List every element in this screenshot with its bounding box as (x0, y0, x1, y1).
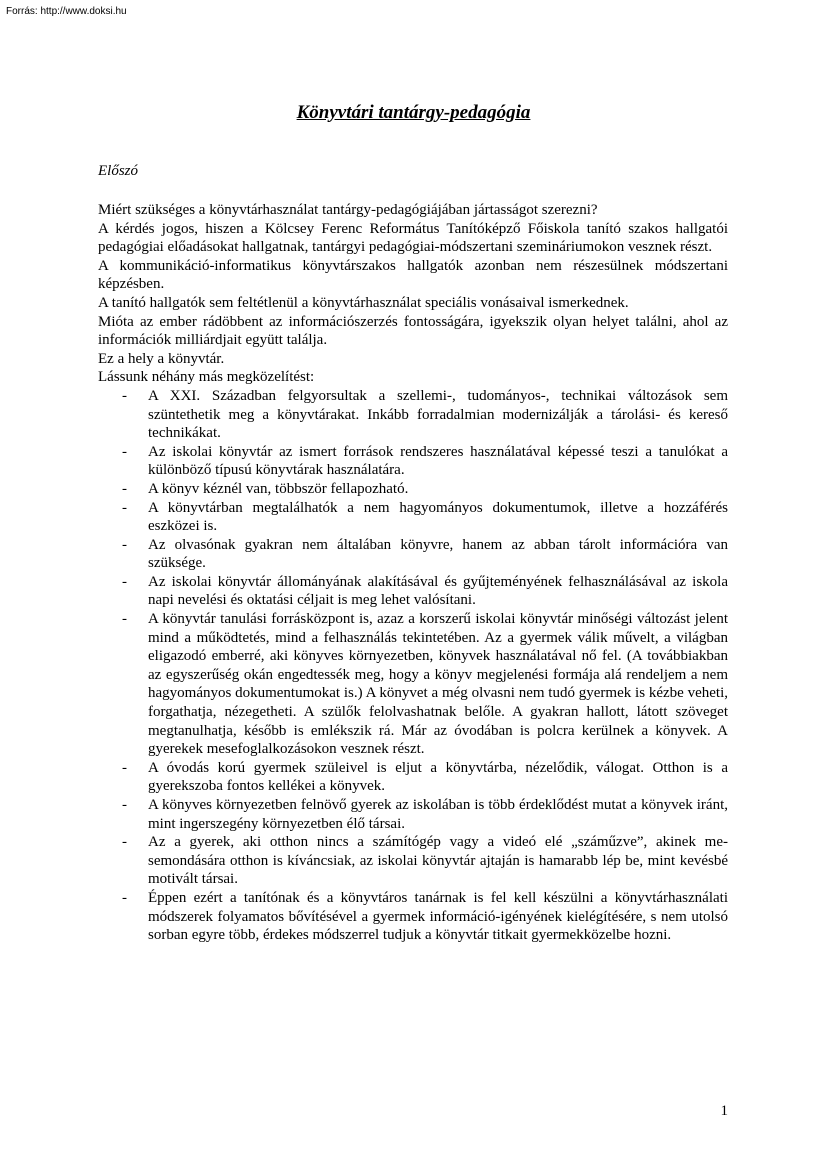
paragraph: Mióta az ember rádöbbent az információszerzés fontosságára, igyekszik olyan helyet találni, ahol az információk milliárdjait együtt találja. (98, 313, 728, 349)
dash-icon: - (122, 536, 127, 553)
dash-icon: - (122, 834, 127, 851)
dash-icon: - (122, 573, 127, 590)
page-number: 1 (720, 1103, 728, 1119)
list-item-text: Az iskolai könyvtár állományának alakításával és gyűjteményének felhasználásával az iskola napi nevelési és oktatási céljait is meg lehet valósítani. (148, 573, 728, 609)
list-item (98, 889, 728, 945)
list-item-text: Az a gyerek, aki otthon nincs a számítógép vagy a videó elé „száműzve”, akinek mesemondására otthon is kíváncsiak, az iskolai könyvtár ajtaján is hamarabb lép be, mint kevésbé motivált társai. (148, 834, 728, 888)
list-item (98, 796, 728, 833)
list-item (98, 536, 728, 573)
body-text (98, 201, 728, 945)
list-item (98, 499, 728, 536)
paragraph: A kommunikáció-informatikus könyvtárszakos hallgatók azonban nem részesülnek módszertani képzésben. (98, 257, 728, 293)
list-item (98, 443, 728, 480)
paragraph: A tanító hallgatók sem feltétlenül a könyvtárhasználat speciális vonásaival ismerkednek. (98, 294, 629, 311)
list-item-text: A könyvtárban megtalálhatók a nem hagyományos dokumentumok, illetve a hozzáférés eszközei is. (148, 499, 728, 535)
dash-icon: - (122, 611, 127, 628)
paragraph: Ez a hely a könyvtár. (98, 350, 225, 367)
dash-icon: - (122, 480, 127, 497)
list-item-text: A XXI. Században felgyorsultak a szellemi-, tudományos-, technikai változások sem szüntethetik meg a könyvtárakat. Inkább forradalmian modernizálják a tárolási- és kereső technikákat. (148, 387, 728, 442)
list-item (98, 387, 728, 443)
list-item-text: A könyvtár tanulási forrásközpont is, azaz a korszerű iskolai könyvtár minőségi változást jelent mind a működtetés, mind a felhasználás tekintetében. Az a gyermek válik művelt, a világban eligazodó emberré, aki könyves környezetben, könyvek használatával nő fel. (A továbbiakban az egyszerűség okán engedtessék meg, hogy a könyv megjelenési formája alá rendeljem a nem hagyományos dokumentumokat is.) A könyvet a még olvasni nem tudó gyermek is kézbe veheti, forgathatja, nézegetheti. A szülők felolvashatnak belőle. A gyakran hallott, látott szöveget megtanulhatja, később is emlékszik rá. Már az óvodában is polcra kerülnek a könyvek. A gyerekek mesefoglalkozásokon vesznek részt. (148, 611, 728, 758)
paragraph: A kérdés jogos, hiszen a Kölcsey Ferenc Református Tanítóképző Főiskola tanító szakos hallgatói pedagógiai előadásokat hallgatnak, tantárgyi pedagógiai-módszertani szemináriumokon vesznek részt. (98, 220, 728, 256)
source-note: Forrás: http://www.doksi.hu (6, 6, 127, 17)
paragraph: Miért szükséges a könyvtárhasználat tantárgy-pedagógiájában jártasságot szerezni? (98, 202, 598, 218)
dash-icon: - (122, 759, 127, 776)
list-item-text: A könyves környezetben felnövő gyerek az iskolában is több érdeklődést mutat a könyvek iránt, mint ingerszegény környezetben élő társai. (148, 797, 728, 832)
list-item (98, 573, 728, 610)
dash-icon: - (122, 387, 127, 404)
dash-icon: - (122, 797, 127, 813)
dash-icon: - (122, 889, 127, 906)
paragraph: Lássunk néhány más megközelítést: (98, 369, 315, 386)
list-item-text: Az iskolai könyvtár az ismert források rendszeres használatával képessé teszi a tanulókat a különböző típusú könyvtárak használatára. (148, 443, 728, 479)
list-item (98, 610, 728, 759)
list-item (98, 759, 728, 796)
page-title: Könyvtári tantárgy-pedagógia (296, 102, 531, 123)
list-item-text: Az olvasónak gyakran nem általában könyvre, hanem az abban tárolt információra van szüksége. (148, 536, 728, 572)
dash-icon: - (122, 499, 127, 516)
list-item (98, 480, 728, 499)
dash-icon: - (122, 443, 127, 460)
list-item-text: A óvodás korú gyermek szüleivel is eljut a könyvtárba, nézelődik, válogat. Otthon is a gyerekszoba fontos kellékei a könyvek. (148, 759, 728, 795)
section-heading: Előszó (98, 163, 139, 179)
list-item-text: A könyv kéznél van, többször fellapozható. (148, 480, 409, 497)
list-item-text: Éppen ezért a tanítónak és a könyvtáros tanárnak is fel kell készülni a könyvtárhasználati módszerek folyamatos bővítésével a gyermek információ-igényének kielégítésére, s nem utolsó sorban egyre több, érdekes módszerrel tudjuk a könyvtár titkait gyermekközelbe hozni. (148, 889, 728, 944)
list-item (98, 833, 728, 889)
bullet-list (98, 387, 728, 945)
